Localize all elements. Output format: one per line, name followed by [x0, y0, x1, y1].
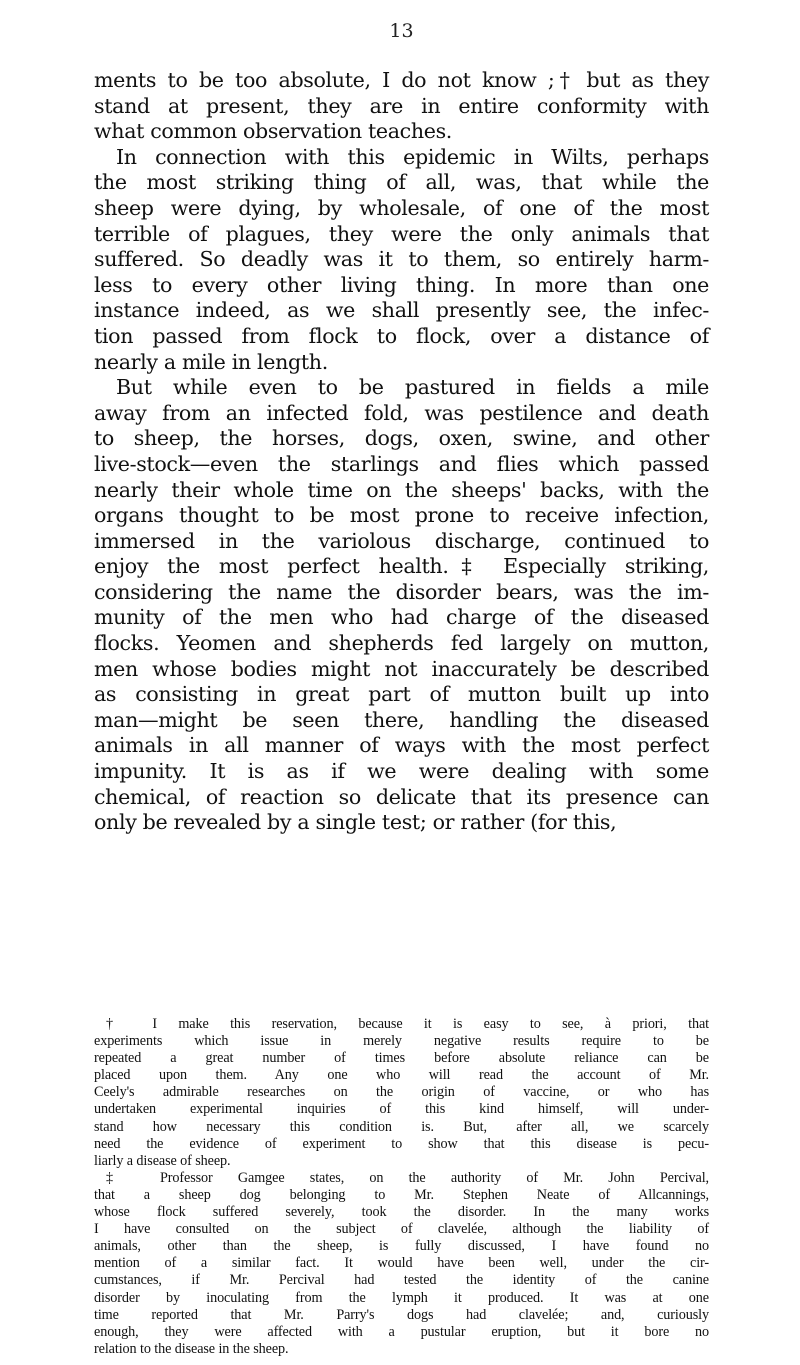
- footnote-line-7: stand how necessary this condition is. But, after all, we scarcely: [94, 1118, 709, 1135]
- text-line-8: suffered. So deadly was it to them, so entirely harm-: [94, 247, 709, 272]
- text-line-10: instance indeed, as we shall presently see, the infec-: [94, 298, 709, 323]
- text-line-20: enjoy the most perfect health.‡ Especially striking,: [94, 554, 709, 579]
- text-line-7: terrible of plagues, they were the only animals that: [94, 221, 709, 246]
- text-line-23: flocks. Yeomen and shepherds fed largely on mutton,: [94, 631, 709, 656]
- footnote-line-17: disorder by inoculating from the lymph it produced. It was at one: [94, 1289, 709, 1306]
- footnote-line-6: undertaken experimental inquiries of this kind himself, will under-: [94, 1101, 709, 1118]
- text-line-25: as consisting in great part of mutton built up into: [94, 682, 709, 707]
- text-line-24: men whose bodies might not inaccurately be described: [94, 656, 709, 681]
- text-line-17: nearly their whole time on the sheeps' backs, with the: [94, 477, 709, 502]
- footnote-line-14: animals, other than the sheep, is fully discussed, I have found no: [94, 1238, 709, 1255]
- text-line-22: munity of the men who had charge of the diseased: [94, 605, 709, 630]
- footnote-line-10: ‡ Professor Gamgee states, on the authority of Mr. John Percival,: [106, 1169, 709, 1186]
- footnote-line-3: repeated a great number of times before absolute reliance can be: [94, 1050, 709, 1067]
- footnote-line-20: relation to the disease in the sheep.: [94, 1340, 289, 1357]
- text-line-27: animals in all manner of ways with the most perfect: [94, 733, 709, 758]
- footnote-line-9: liarly a disease of sheep.: [94, 1152, 231, 1169]
- footnote-line-8: need the evidence of experiment to show that this disease is pecu-: [94, 1135, 709, 1152]
- footnote-line-11: that a sheep dog belonging to Mr. Stephen Neate of Allcannings,: [94, 1186, 709, 1203]
- text-line-3: what common observation teaches.: [94, 119, 452, 144]
- text-line-2: stand at present, they are in entire conformity with: [94, 93, 709, 118]
- text-line-26: man—might be seen there, handling the diseased: [94, 707, 709, 732]
- text-line-13: But while even to be pastured in fields a mile: [116, 375, 709, 400]
- text-line-5: the most striking thing of all, was, that while the: [94, 170, 709, 195]
- text-line-11: tion passed from flock to flock, over a distance of: [94, 323, 709, 348]
- text-line-19: immersed in the variolous discharge, continued to: [94, 528, 709, 553]
- text-line-12: nearly a mile in length.: [94, 349, 328, 374]
- text-line-6: sheep were dying, by wholesale, of one of the most: [94, 195, 709, 220]
- text-line-9: less to every other living thing. In more than one: [94, 272, 709, 297]
- footnote-line-1: † I make this reservation, because it is easy to see, à priori, that: [106, 1016, 709, 1032]
- footnote-line-5: Ceely's admirable researches on the origin of vaccine, or who has: [94, 1084, 709, 1101]
- text-line-14: away from an infected fold, was pestilence and death: [94, 400, 709, 425]
- text-line-1: ments to be too absolute, I do not know ;† but as they: [94, 68, 709, 92]
- text-line-21: considering the name the disorder bears, was the im-: [94, 579, 709, 604]
- footnotes: [94, 1016, 709, 1358]
- body-text: [94, 68, 709, 836]
- text-line-28: impunity. It is as if we were dealing with some: [94, 759, 709, 784]
- text-line-4: In connection with this epidemic in Wilts, perhaps: [116, 144, 709, 169]
- footnote-line-13: I have consulted on the subject of clavelée, although the liability of: [94, 1221, 709, 1238]
- footnote-line-19: enough, they were affected with a pustular eruption, but it bore no: [94, 1323, 709, 1340]
- footnote-line-2: experiments which issue in merely negative results require to be: [94, 1033, 709, 1050]
- footnote-line-12: whose flock suffered severely, took the disorder. In the many works: [94, 1204, 709, 1221]
- text-line-16: live-stock—even the starlings and flies which passed: [94, 451, 709, 476]
- footnote-line-16: cumstances, if Mr. Percival had tested the identity of the canine: [94, 1272, 709, 1289]
- footnote-line-15: mention of a similar fact. It would have been well, under the cir-: [94, 1255, 709, 1272]
- text-line-15: to sheep, the horses, dogs, oxen, swine, and other: [94, 426, 709, 451]
- text-line-30: only be revealed by a single test; or rather (for this,: [94, 810, 617, 835]
- footnote-line-18: time reported that Mr. Parry's dogs had clavelée; and, curiously: [94, 1306, 709, 1323]
- text-line-29: chemical, of reaction so delicate that its presence can: [94, 784, 709, 809]
- page-number: 13: [389, 20, 414, 42]
- footnote-line-4: placed upon them. Any one who will read the account of Mr.: [94, 1067, 709, 1084]
- text-line-18: organs thought to be most prone to receive infection,: [94, 503, 709, 528]
